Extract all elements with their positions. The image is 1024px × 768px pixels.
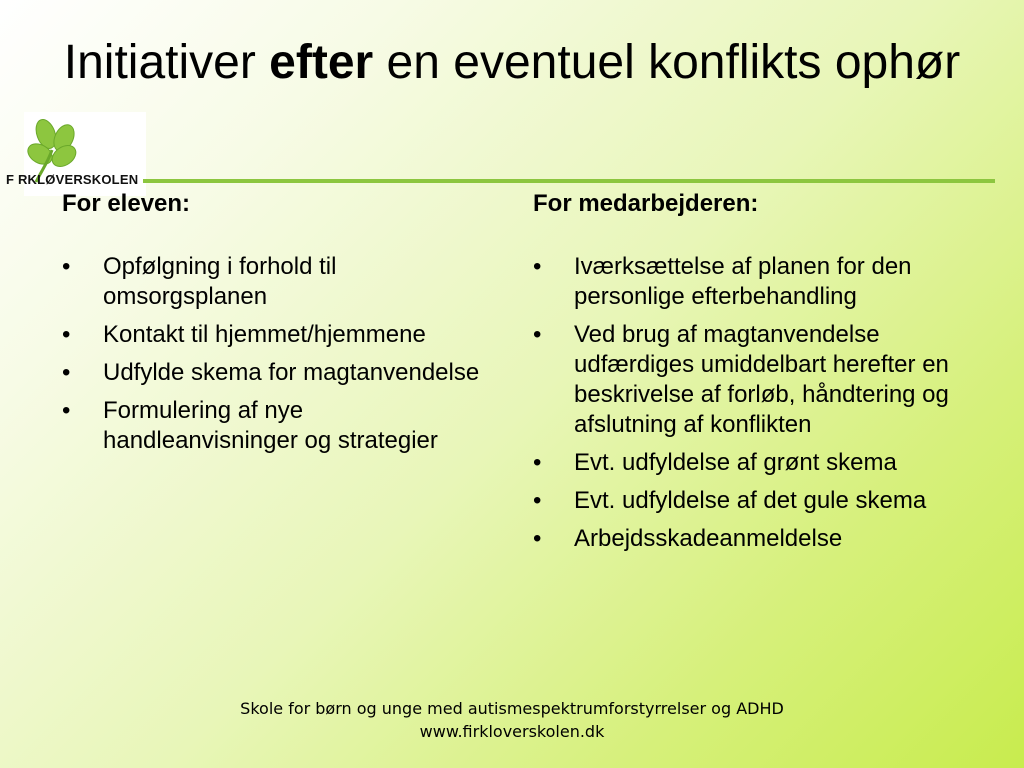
left-column-heading: For eleven: bbox=[62, 190, 191, 217]
list-item-text: Kontakt til hjemmet/hjemmene bbox=[103, 321, 426, 348]
list-item bbox=[533, 448, 983, 478]
list-item-text: Evt. udfyldelse af det gule skema bbox=[574, 487, 927, 514]
bullet-icon: • bbox=[533, 253, 542, 280]
slide-title bbox=[30, 34, 994, 92]
list-item bbox=[533, 320, 983, 440]
right-bullet-list bbox=[533, 252, 983, 554]
bullet-icon: • bbox=[62, 359, 71, 386]
left-bullet-list bbox=[62, 252, 502, 456]
list-item bbox=[533, 524, 983, 554]
bullet-icon: • bbox=[533, 449, 542, 476]
bullet-icon: • bbox=[533, 321, 542, 348]
left-column bbox=[62, 190, 502, 464]
logo-text: F RKLØVERSKOLEN bbox=[6, 172, 139, 187]
footer-tagline: Skole for børn og unge med autismespektrumforstyrrelser og ADHD bbox=[240, 699, 784, 718]
list-item bbox=[62, 358, 502, 388]
bullet-icon: • bbox=[62, 253, 71, 280]
bullet-icon: • bbox=[533, 487, 542, 514]
title-divider bbox=[143, 179, 995, 183]
bullet-icon: • bbox=[533, 525, 542, 552]
list-item bbox=[62, 396, 502, 456]
title-bold-word: efter bbox=[269, 36, 374, 89]
bullet-icon: • bbox=[62, 321, 71, 348]
list-item bbox=[533, 486, 983, 516]
list-item bbox=[62, 252, 502, 312]
list-item-text: Evt. udfyldelse af grønt skema bbox=[574, 449, 897, 476]
list-item bbox=[533, 252, 983, 312]
list-item-text: Opfølgning i forhold til omsorgsplanen bbox=[103, 253, 337, 310]
list-item-text: Arbejdsskadeanmeldelse bbox=[574, 525, 843, 552]
title-part-2: en eventuel konflikts ophør bbox=[373, 36, 961, 89]
list-item-text: Udfylde skema for magtanvendelse bbox=[103, 359, 480, 386]
footer-url: www.firkloverskolen.dk bbox=[419, 722, 605, 741]
list-item bbox=[62, 320, 502, 350]
right-column-heading: For medarbejderen: bbox=[533, 190, 759, 217]
list-item-text: Formulering af nye handleanvisninger og strategier bbox=[103, 397, 438, 454]
title-part-1: Initiativer bbox=[63, 36, 270, 89]
list-item-text: Iværksættelse af planen for den personlige efterbehandling bbox=[574, 253, 912, 310]
bullet-icon: • bbox=[62, 397, 71, 424]
list-item-text: Ved brug af magtanvendelse udfærdiges umiddelbart herefter en beskrivelse af forløb, håndtering og afslutning af konflikten bbox=[574, 321, 949, 438]
right-column bbox=[533, 190, 983, 562]
